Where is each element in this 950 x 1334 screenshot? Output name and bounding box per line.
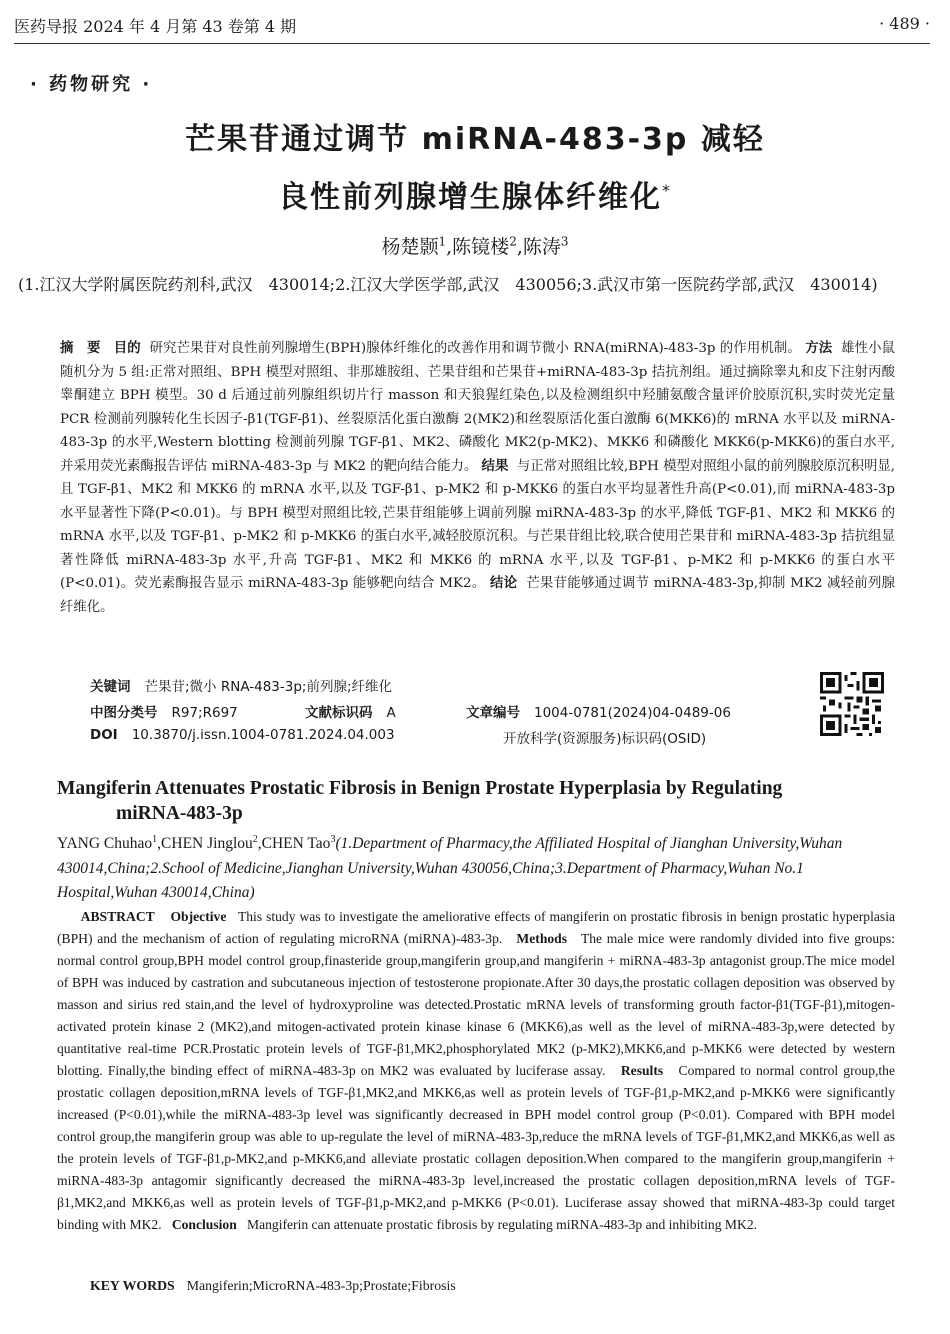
authors [0, 232, 950, 259]
en-abstract-label: ABSTRACT [80, 909, 155, 924]
english-title-line1: Mangiferin Attenuates Prostatic Fibrosis in Benign Prostate Hyperplasia by Regulating [57, 778, 783, 799]
doc-code-row [305, 701, 396, 721]
article-no-label: 文章编号 [466, 705, 520, 721]
running-header [14, 14, 930, 37]
doc-code-value: A [386, 705, 396, 721]
english-title-line2: miRNA-483-3p [116, 803, 243, 824]
article-no-row [466, 701, 731, 721]
en-author-2: ,CHEN Jinglou [157, 835, 253, 853]
author-2: ,陈镜楼 [446, 236, 510, 258]
funding-mark: * [662, 181, 672, 200]
english-abstract [57, 906, 895, 1236]
author-3: ,陈涛 [516, 236, 561, 258]
en-affiliation: (1.Department of Pharmacy,the Affiliated Hospital of Jianghan University,Wuhan 430014,China;2.School of Medicine,Jianghan University,Wuhan 430056,China;3.Department of Pharmacy,Wuhan No.1 Hospital,Wuhan 430014,China) [57, 835, 843, 902]
en-keywords-label: KEY WORDS [90, 1278, 175, 1293]
en-objective-text: This study was to investigate the ameliorative effects of mangiferin on prostatic fibrosis in benign prostatic hyperplasia (BPH) and the mechanism of action of regulating microRNA (miRNA)-483-3p. [57, 909, 895, 946]
keywords-value: 芒果苷;微小 RNA-483-3p;前列腺;纤维化 [144, 679, 393, 695]
abstract-label: 摘 要 [60, 341, 101, 356]
objective-label: 目的 [113, 341, 141, 356]
results-text: 与正常对照组比较,BPH 模型对照组小鼠的前列腺胶原沉积明显,且 TGF-β1、MK2 和 MKK6 的 mRNA 水平,以及 TGF-β1、p-MK2 和 p-MKK6 的蛋白水平均显著性升高(P<0.01),而 miRNA-483-3p 水平显著性下降(P<0.01)。与 BPH 模型对照组比较,芒果苷组能够上调前列腺 miRNA-483-3p 的水平,降低 TGF-β1、MK2 和 MKK6 的 mRNA 水平,以及 TGF-β1、p-MK2 和 p-MKK6 的蛋白水平,减轻胶原沉积。与芒果苷组比较,联合使用芒果苷和 miRNA-483-3p 拮抗组显著性降低 miRNA-483-3p 水平,升高 TGF-β1、MK2 和 MKK6 的 mRNA 水平,以及 TGF-β1、p-MK2 和 p-MKK6 的蛋白水平(P<0.01)。荧光素酶报告显示 miRNA-483-3p 能够靶向结合 MK2。 [60, 458, 896, 591]
doc-code-label: 文献标识码 [305, 705, 373, 721]
methods-label: 方法 [805, 341, 833, 356]
en-keywords-value: Mangiferin;MicroRNA-483-3p;Prostate;Fibrosis [186, 1278, 456, 1293]
english-authors [57, 828, 900, 906]
en-author-1-sup: 1 [152, 834, 158, 845]
en-author-3: ,CHEN Tao [257, 835, 331, 853]
clc-value: R97;R697 [171, 705, 238, 721]
doi-value: 10.3870/j.issn.1004-0781.2024.04.003 [131, 727, 395, 743]
en-methods-label: Methods [516, 931, 568, 946]
en-author-3-sup: 3 [330, 834, 336, 845]
en-conclusion-text: Mangiferin can attenuate prostatic fibrosis by regulating miRNA-483-3p and inhibiting MK2. [246, 1217, 758, 1232]
article-no-value: 1004-0781(2024)04-0489-06 [534, 705, 731, 721]
en-conclusion-label: Conclusion [171, 1217, 237, 1232]
objective-text: 研究芒果苷对良性前列腺增生(BPH)腺体纤维化的改善作用和调节微小 RNA(miRNA)-483-3p 的作用机制。 [149, 341, 801, 356]
chinese-abstract [60, 337, 895, 619]
section-label: · 药物研究 · [30, 74, 153, 95]
article-title-line2 [0, 172, 950, 216]
affiliation: (1.江汉大学附属医院药剂科,武汉 430014;2.江汉大学医学部,武汉 430056;3.武汉市第一医院药学部,武汉 430014) [18, 275, 878, 294]
conclusion-label: 结论 [489, 576, 518, 591]
keywords-label: 关键词 [90, 679, 131, 695]
en-results-text: Compared to normal control group,the prostatic collagen deposition,mRNA levels of TGF-β1,MK2,and MKK6,as well as protein levels of TGF-β1,p-MK2,and p-MKK6 were significantly increased (P<0.01),while the miRNA-483-3p level was significantly decreased in BPH model control group (P<0.01). Compared with BPH model control group,the mangiferin group was able to up-regulate the level of miRNA-483-3p,reduce the mRNA levels of TGF-β1,MK2,and MKK6,as well as the protein levels of TGF-β1,p-MK2,and p-MKK6,and alleviate prostatic collagen deposition.When compared to the mangiferin group,mangiferin + miRNA-483-3p antagomir significantly decreased the miRNA-483-3p level,increased the prostatic collagen deposition,mRNA levels of TGF-β1,MK2,and MKK6,as well as protein levels of TGF-β1,p-MK2,and p-MKK6 (P<0.01). Luciferase assay showed that miRNA-483-3p could target binding with MK2. [57, 1063, 895, 1232]
clc-label: 中图分类号 [90, 705, 158, 721]
qr-code-icon[interactable] [820, 672, 884, 736]
en-author-2-sup: 2 [252, 834, 258, 845]
en-results-label: Results [620, 1063, 664, 1078]
methods-text: 雄性小鼠随机分为 5 组:正常对照组、BPH 模型对照组、非那雄胺组、芒果苷组和芒果苷+miRNA-483-3p 拮抗剂组。通过摘除睾丸和皮下注射丙酸睾酮建立 BPH 模型。30 d 后通过前列腺组织切片行 masson 和天狼猩红染色,以及检测组织中羟脯氨酸含量评价胶原沉积,实时荧光定量 PCR 检测前列腺转化生长因子-β1(TGF-β1)、丝裂原活化蛋白激酶 2(MK2)和丝裂原活化蛋白激酶 6(MKK6)的 mRNA 水平以及 miRNA-483-3p 的水平,Western blotting 检测前列腺 TGF-β1、MK2、磷酸化 MK2(p-MK2)、MKK6 和磷酸化 MKK6(p-MKK6)的蛋白水平,并采用荧光素酶报告评估 miRNA-483-3p 与 MK2 的靶向结合能力。 [60, 341, 896, 474]
title-text: 良性前列腺增生腺体纤维化 [278, 180, 662, 215]
clc-row [90, 701, 238, 721]
en-objective-label: Objective [170, 909, 227, 924]
results-label: 结果 [481, 458, 509, 474]
english-title [57, 776, 900, 826]
en-author-1: YANG Chuhao [57, 835, 153, 853]
keywords-row [90, 675, 392, 695]
conclusion-text: 芒果苷能够通过调节 miRNA-483-3p,抑制 MK2 减轻前列腺纤维化。 [60, 576, 895, 615]
page-number: · 489 · [879, 14, 930, 33]
english-keywords [90, 1278, 456, 1294]
journal-info: 医药导报 2024 年 4 月第 43 卷第 4 期 [14, 17, 297, 36]
article-title-line1: 芒果苷通过调节 miRNA-483-3p 减轻 [185, 122, 765, 157]
doi-row [90, 727, 395, 743]
author-2-sup: 2 [509, 234, 517, 249]
en-methods-text: The male mice were randomly divided into five groups: normal control group,BPH model control group,finasteride group,mangiferin group,and mangiferin + miRNA-483-3p antagonist group.The mice model of BPH was induced by castration and subcutaneous injection of testosterone propionate.After 30 days,the prostatic collagen deposition was observed by masson and sirius red stain,and the level of hydroxyproline was detected.Prostatic mRNA levels of transforming grouth factor-β1(TGF-β1),mitogen-activated protein kinase 2 (MK2),and mitogen-activated protein kinase kinase 6 (MKK6),as well as the level of miRNA-483-3p,were detected by quantitative real-time PCR.Prostatic protein levels of TGF-β1,MK2,phosphorylated MK2 (p-MK2),MKK6,and p-MKK6 were detected by western blotting. Finally,the binding effect of miRNA-483-3p on MK2 was evaluated by luciferase assay. [57, 931, 895, 1078]
header-rule [14, 43, 930, 44]
osid-label: 开放科学(资源服务)标识码(OSID) [503, 731, 707, 747]
author-1-sup: 1 [438, 234, 447, 249]
author-3-sup: 3 [560, 234, 569, 249]
author-1: 杨楚颢 [381, 236, 439, 258]
doi-label: DOI [90, 727, 118, 743]
